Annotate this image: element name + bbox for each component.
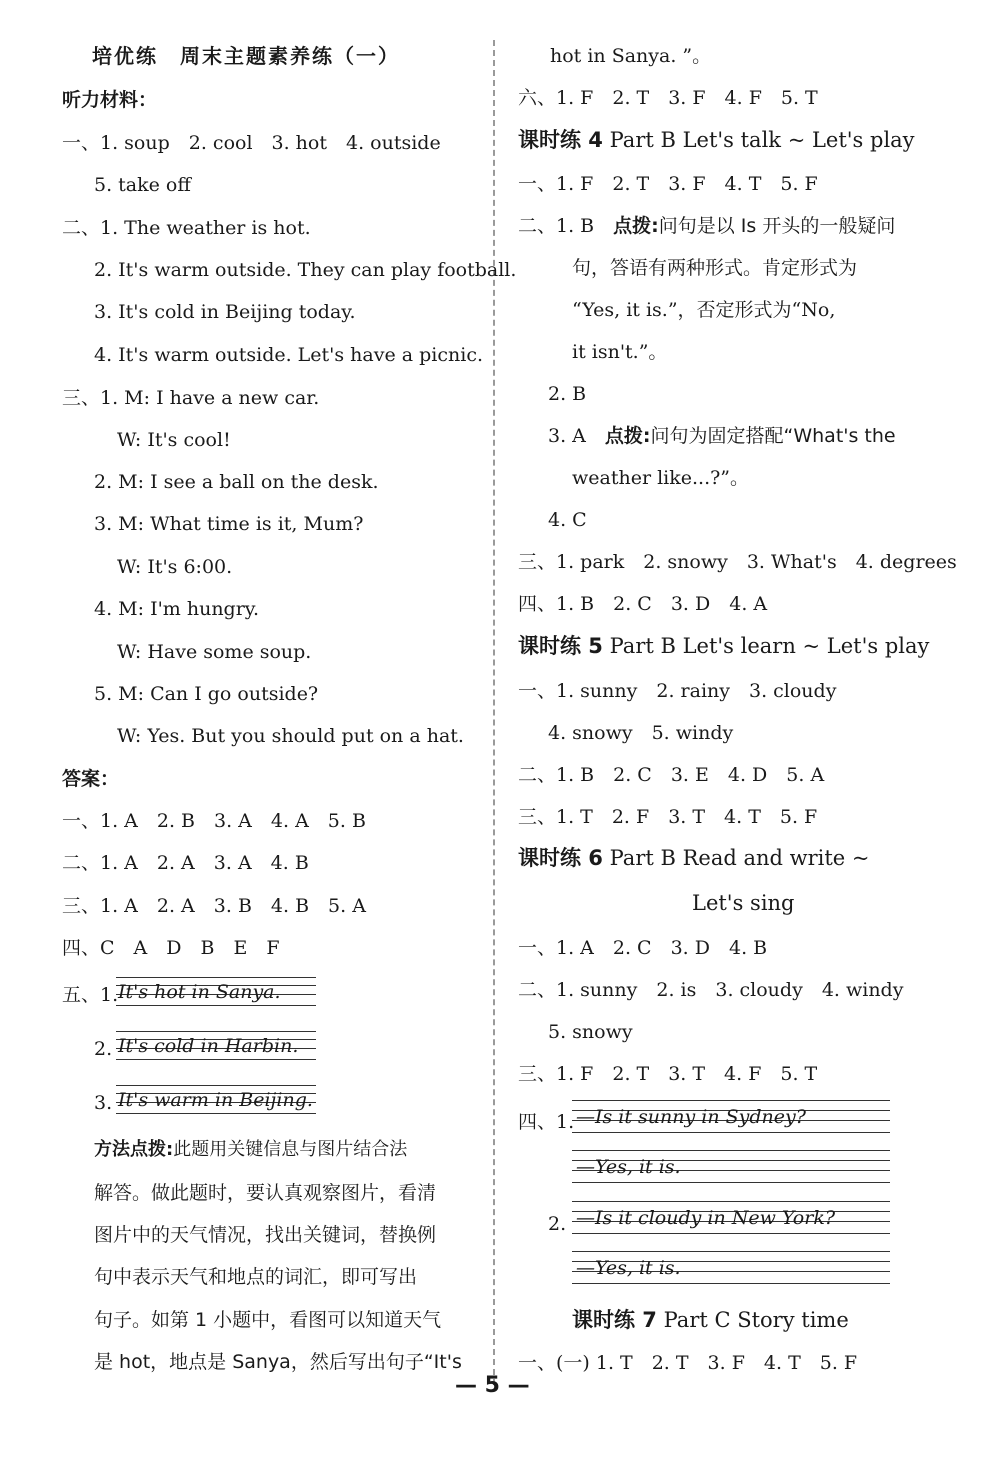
- l6-row1: 一、1. A 2. C 3. D 4. B: [518, 937, 768, 959]
- answer-5-2-label: 2.: [94, 1038, 113, 1060]
- method-tip-line4: 句中表示天气和地点的词汇，即可写出: [94, 1266, 418, 1288]
- l4-row3-tip-label: 点拨:: [604, 425, 651, 447]
- method-tip-line3: 图片中的天气情况，找出关键词，替换例: [94, 1224, 437, 1246]
- answer-5-label: 五、1.: [62, 984, 119, 1006]
- l4-row2b: 句，答语有两种形式。肯定形式为: [572, 257, 858, 279]
- lesson-4-header: [518, 128, 915, 152]
- dialog-4-m: 4. M: I'm hungry.: [94, 598, 260, 620]
- answers-heading: 答案：: [62, 768, 120, 790]
- l4-row2a-tip: 问句是以 Is 开头的一般疑问: [658, 215, 896, 237]
- dialog-1-m: 三、1. M: I have a new car.: [62, 387, 320, 409]
- dialog-3-m: 3. M: What time is it, Mum?: [94, 513, 364, 535]
- lesson-7-header: [572, 1308, 849, 1332]
- lesson-7-title: Part C Story time: [656, 1308, 849, 1332]
- dialog-4-w: W: Have some soup.: [117, 641, 312, 663]
- l5-row3: 三、1. T 2. F 3. T 4. T 5. F: [518, 806, 818, 828]
- dialog-3-w: W: It's 6:00.: [117, 556, 233, 578]
- answer-row-4: 四、C A D B E F: [62, 937, 280, 959]
- lesson-6-title-line2: Let's sing: [692, 891, 795, 915]
- method-tip-line6: 是 hot，地点是 Sanya，然后写出句子“It's: [94, 1351, 462, 1373]
- handwriting-answer-1: It's hot in Sanya.: [118, 981, 281, 1003]
- l4-row3-tip: 问句为固定搭配“What's the: [650, 425, 896, 447]
- l4-row3-answer: 3. A: [548, 425, 605, 447]
- lesson-6-title: Part B Read and write ~: [602, 846, 870, 870]
- answer-row-2: 二、1. A 2. A 3. A 4. B: [62, 852, 309, 874]
- method-tip-line5: 句子。如第 1 小题中，看图可以知道天气: [94, 1309, 442, 1331]
- handwriting-answer-3: It's warm in Beijing.: [118, 1089, 313, 1111]
- listening-s2-item1: 二、1. The weather is hot.: [62, 217, 311, 239]
- handwriting-l6-2a: —Yes, it is.: [576, 1257, 681, 1279]
- method-tip-line1: [94, 1138, 407, 1162]
- l6-row2b: 5. snowy: [548, 1021, 633, 1043]
- handwriting-l6-1q: —Is it sunny in Sydney?: [576, 1106, 806, 1128]
- answer-5-3-label: 3.: [94, 1092, 113, 1114]
- l4-row1: 一、1. F 2. T 3. F 4. T 5. F: [518, 173, 818, 195]
- method-tip-text: 此题用关键信息与图片结合法: [173, 1139, 408, 1160]
- l6-row3: 三、1. F 2. T 3. T 4. F 5. T: [518, 1063, 818, 1085]
- method-tip-line2: 解答。做此题时，要认真观察图片，看清: [94, 1182, 437, 1204]
- lesson-6-label: 课时练 6: [518, 846, 603, 870]
- lesson-4-title: Part B Let's talk ~ Let's play: [602, 128, 915, 152]
- l7-row1: 一、(一) 1. T 2. T 3. F 4. T 5. F: [518, 1352, 858, 1374]
- handwriting-l6-1a: —Yes, it is.: [576, 1156, 681, 1178]
- lesson-4-label: 课时练 4: [518, 128, 603, 152]
- dialog-5-w: W: Yes. But you should put on a hat.: [117, 725, 464, 747]
- lesson-7-label: 课时练 7: [572, 1308, 657, 1332]
- answer-row-3: 三、1. A 2. A 3. B 4. B 5. A: [62, 895, 366, 917]
- dialog-2-m: 2. M: I see a ball on the desk.: [94, 471, 379, 493]
- l5-row1: 一、1. sunny 2. rainy 3. cloudy: [518, 680, 837, 702]
- l4-row2e: 2. B: [548, 383, 587, 405]
- listening-s1-line1: 一、1. soup 2. cool 3. hot 4. outside: [62, 132, 441, 154]
- lesson-5-label: 课时练 5: [518, 634, 603, 658]
- answer-six-row: 六、1. F 2. T 3. F 4. F 5. T: [518, 87, 818, 109]
- dialog-1-w: W: It's cool!: [117, 429, 231, 451]
- l4-row6: 四、1. B 2. C 3. D 4. A: [518, 593, 768, 615]
- l6-row4-2-label: 2.: [548, 1213, 567, 1235]
- method-tip-label: 方法点拨:: [94, 1139, 174, 1160]
- l5-row2: 二、1. B 2. C 3. E 4. D 5. A: [518, 764, 825, 786]
- listening-s2-item2: 2. It's warm outside. They can play football.: [94, 259, 517, 281]
- continued-line: hot in Sanya. ”。: [550, 45, 712, 67]
- handwriting-answer-2: It's cold in Harbin.: [118, 1035, 299, 1057]
- l5-row1b: 4. snowy 5. windy: [548, 722, 734, 744]
- listening-s2-item4: 4. It's warm outside. Let's have a picnic.: [94, 344, 484, 366]
- listening-heading: 听力材料：: [62, 89, 158, 111]
- dialog-5-m: 5. M: Can I go outside?: [94, 683, 319, 705]
- l4-row2a-answer: 二、1. B: [518, 215, 614, 237]
- lesson-6-header: [518, 846, 870, 870]
- l4-row4: 4. C: [548, 509, 587, 531]
- l6-row2: 二、1. sunny 2. is 3. cloudy 4. windy: [518, 979, 904, 1001]
- handwriting-l6-2q: —Is it cloudy in New York?: [576, 1207, 836, 1229]
- l4-row3: [548, 424, 896, 448]
- l4-row2d: it isn't.”。: [572, 341, 668, 363]
- l4-row3b: weather like...?”。: [572, 467, 750, 489]
- l6-row4-label: 四、1.: [518, 1111, 575, 1133]
- listening-s2-item3: 3. It's cold in Beijing today.: [94, 301, 356, 323]
- lesson-5-header: [518, 634, 929, 658]
- l4-row2a-tip-label: 点拨:: [613, 215, 659, 237]
- page-title: 培优练 周末主题素养练（一）: [92, 44, 400, 68]
- l4-row2c: “Yes, it is.”，否定形式为“No,: [572, 299, 836, 321]
- l4-row5: 三、1. park 2. snowy 3. What's 4. degrees: [518, 551, 957, 573]
- listening-s1-line2: 5. take off: [94, 174, 191, 196]
- page-number: — 5 —: [455, 1373, 530, 1398]
- lesson-5-title: Part B Let's learn ~ Let's play: [602, 634, 930, 658]
- answer-row-1: 一、1. A 2. B 3. A 4. A 5. B: [62, 810, 366, 832]
- l4-row2a: [518, 214, 895, 238]
- column-divider: [493, 40, 495, 1385]
